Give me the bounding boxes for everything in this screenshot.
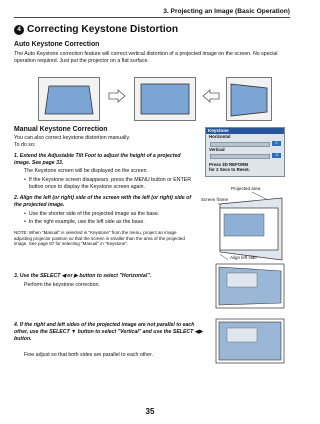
reset-hint-line-2: for 2 Secs to Reset. (209, 167, 250, 173)
bullet-icon: • (24, 177, 26, 183)
vertical-correction-diagram (215, 318, 285, 364)
step-4-text: Fine adjust so that both sides are parallel to each other. (24, 352, 153, 358)
section-title-text: Correcting Keystone Distortion (27, 24, 179, 35)
vertical-label: Vertical (209, 147, 225, 152)
note-text: NOTE: When "Manual" is selected in "Keystone" from the menu, project an image adjusting projector position so that the screen is smaller than the area of the projected image. See page 87 for selecting "Manual" in "Keystone". (14, 230, 185, 247)
section-title (14, 24, 178, 35)
keystone-panel (205, 127, 285, 177)
distorted-image-icon (39, 78, 99, 120)
bullet-icon: • (24, 211, 26, 217)
horizontal-label: Horizontal (209, 134, 231, 139)
auto-heading: Auto Keystone Correction (14, 41, 100, 48)
corrected-image-icon (135, 78, 195, 120)
screen-1 (38, 77, 100, 121)
manual-heading: Manual Keystone Correction (14, 126, 108, 133)
header-rule (14, 17, 290, 18)
screen-frame-label: Screen frame (201, 197, 229, 202)
reset-hint-line-1: Press 3D REFORM (209, 162, 249, 167)
bullet-icon: • (24, 219, 26, 225)
manual-intro-2: To do so: (14, 142, 36, 148)
step-2-bullet-1 (24, 211, 194, 218)
step-1: 1. Extend the Adjustable Tilt Foot to adjust the height of a projected image. See page 33. (14, 153, 181, 166)
page-number: 35 (145, 407, 155, 416)
vertical-value: -3 (272, 153, 281, 158)
step-3-text: Perform the keystone correction. (24, 282, 100, 288)
screen-3 (226, 77, 272, 121)
auto-keystone-diagram (30, 73, 270, 123)
horizontal-value: 0 (272, 141, 281, 146)
header-title: 3. Projecting an Image (Basic Operation) (163, 8, 290, 15)
keystone-vertical-row[interactable] (206, 147, 225, 153)
step-2-bullet-2-text: In the right example, use the left side as the base. (28, 219, 145, 225)
step-2: 2. Align the left (or right) side of the screen with the left (or right) side of the projected image. (14, 195, 192, 208)
distorted-image-2-icon (227, 78, 271, 120)
horizontal-correction-diagram (215, 263, 285, 309)
step-3: 3. Use the SELECT ◀ or ▶ button to select "Horizontal". (14, 273, 152, 279)
align-left-label: Align left side (230, 255, 257, 260)
auto-text: The Auto Keystone correction feature will correct vertical distortion of a projected image on the screen. No special operation required. Just put the projector on a flat surface. (14, 51, 278, 64)
vertical-slider[interactable] (210, 154, 270, 159)
section-number: 4 (14, 25, 24, 35)
step-2-bullet-1-text: Use the shorter side of the projected image as the base. (28, 211, 160, 217)
step-4: 4. If the right and left sides of the projected image are not parallel to each other, use the SELECT ▼ button to select "Vertical" and use the SELECT ◀▶ button. (14, 322, 203, 342)
keystone-horizontal-row[interactable] (206, 134, 284, 140)
reset-hint (209, 162, 250, 172)
step-1-bullet-text: If the Keystone screen disappears, press the MENU button or ENTER button once to display the Keystone screen again. (28, 177, 192, 190)
manual-intro-1: You can also correct keystone distortion manually. (14, 135, 131, 141)
arrow-right-icon (108, 89, 126, 103)
keystone-panel-title: Keystone (206, 128, 284, 134)
screen-2 (134, 77, 196, 121)
step-1-note: The Keystone screen will be displayed on the screen. (24, 168, 149, 174)
projected-area-label: Projected area (231, 186, 261, 191)
arrow-left-icon (202, 89, 220, 103)
step-1-bullet (24, 177, 194, 191)
step-2-bullet-2 (24, 219, 194, 226)
